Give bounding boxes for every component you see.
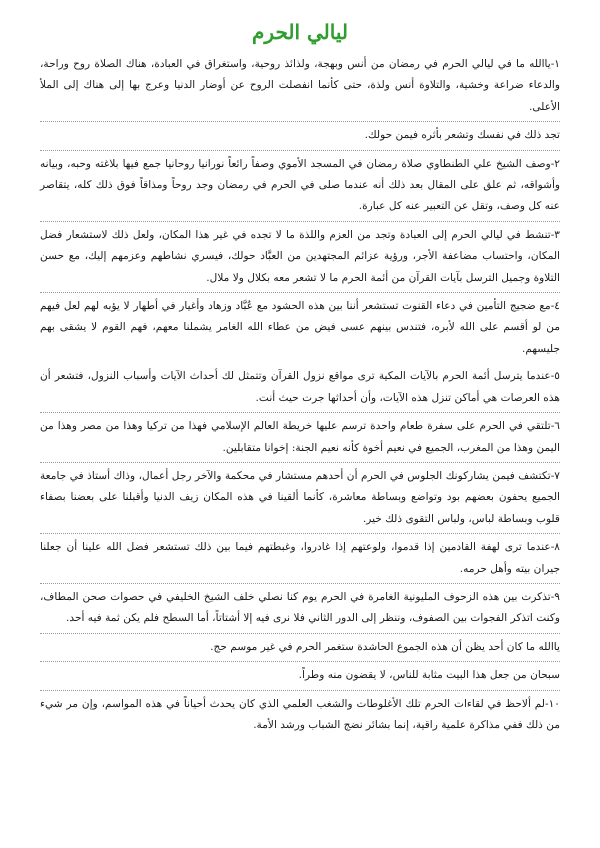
paragraph-3: ٣-تنشط في ليالي الحرم إلى العبادة وتجد من العزم واللذة ما لا تجده في غير هذا المكان، ولعل ذلك لاستشعار فضل المكان، واحتساب مضاعفة الأجر، ورؤية عزائم المجتهدين من العبَّاد حولك، فيسري نشاطهم وعزمهم إليك، مع حسن التلاوة وجميل الترسل بآيات القرآن من أئمة الحرم ما لا تشعر معه بكلال ولا ملال. — [40, 225, 560, 293]
paragraph-6: ٦-تلتقي في الحرم على سفرة طعام واحدة ترسم عليها خريطة العالم الإسلامي فهذا من تركيا وهذا من مصر وهذا من اليمن وهذا من المغرب، الجميع في نعيم أخوة كأنه نعيم الجنة: إخوانا متقابلين. — [40, 416, 560, 463]
paragraph-1-note: تجد ذلك في نفسك وتشعر بأثره فيمن حولك. — [40, 125, 560, 150]
paragraph-9-note-1: ياالله ما كان أحد يظن أن هذه الجموع الحاشدة ستغمر الحرم في غير موسم حج. — [40, 637, 560, 662]
paragraph-9: ٩-تذكرت بين هذه الزحوف المليونية الغامرة في الحرم يوم كنا نصلي خلف الشيخ الخليفي في حصوات صحن المطاف، وكنت اتذكر الفجوات بين الصفوف، وننظر إلى الدور الثاني فلا نرى فيه إلا أشتاتاً، أما السطح فلم يكن ثمة فيه أحد. — [40, 587, 560, 634]
paragraph-7: ٧-تكتشف فيمن يشاركونك الجلوس في الحرم أن أحدهم مستشار في محكمة والآخر رجل أعمال، وذاك أستاذ في جامعة الجميع يحفون بعضهم بود وتواضع وبساطة معاشرة، كأنما ألقينا في هذه المكان زيف الدنيا وأقبلنا على بعضنا بصفاء قلوب وبساطة لباس، ولباس التقوى ذلك خير. — [40, 466, 560, 534]
paragraph-4: ٤-مع ضجيج التأمين في دعاء القنوت تستشعر أننا بين هذه الحشود مع عُبَّاد وزهاد وأغيار في أطهار لا يؤبه لهم لعل فيهم من لو أقسم على الله لأبره، فتندس بينهم عسى فيض من عطاء الله الغامر يشملنا معهم، فهم القوم لا يشقى بهم جليسهم. — [40, 300, 560, 355]
paragraph-1: ١-ياالله ما في ليالي الحرم في رمضان من أنس وبهجة، ولذائذ روحية، واستغراق في العبادة، هناك الصلاة روح وراحة، والدعاء ضراعة وخشية، والتلاوة أنس ولذة، حتى كأنما انفصلت الروح عن أوضار الدنيا وعرج بها إلى هناك إلى الملأ الأعلى. — [40, 54, 560, 122]
paragraph-2: ٢-وصف الشيخ علي الطنطاوي صلاة رمضان في المسجد الأموي وصفاً رائعاً نورانيا روحانيا جمع فيها بلاغته وحبه، وبيانه وأشواقه، ثم علق على المقال بعد ذلك أنه عندما صلى في الحرم في رمضان وجد روحاً ومذاقاً فوق ذلك كله، يتقاصر عنه كل وصف، وتقل عن التعبير عنه كل عبارة. — [40, 154, 560, 222]
paragraph-10: ١٠-لم ألاحظ في لقاءات الحرم تلك الأغلوطات والشغب العلمي الذي كان يحدث أحياناً في هذه المواسم، وإن مر شيء من ذلك ففي مذاكرة علمية راقية، إنما بشائر نضج الشباب ورشد الأمة. — [40, 697, 560, 731]
paragraph-5: ٥-عندما يترسل أئمة الحرم بالآيات المكية ترى مواقع نزول القرآن وتتمثل لك أحداث الآيات وأسباب النزول، فتشعر أن هذه العرصات هي أماكن تنزل هذه الآيات، وأن أحداثها جرت حيث أنت. — [40, 366, 560, 413]
paragraph-8: ٨-عندما ترى لهفة القادمين إذا قدموا، ولوعتهم إذا غادروا، وغبطتهم فيما بين ذلك تستشعر فضل الله علينا أن جعلنا جيران بيته وأهل حرمه. — [40, 537, 560, 584]
paragraph-9-note-2: سبحان من جعل هذا البيت مثابة للناس، لا يقضون منه وطراً. — [40, 665, 560, 690]
page-title: ليالي الحرم — [252, 20, 348, 44]
